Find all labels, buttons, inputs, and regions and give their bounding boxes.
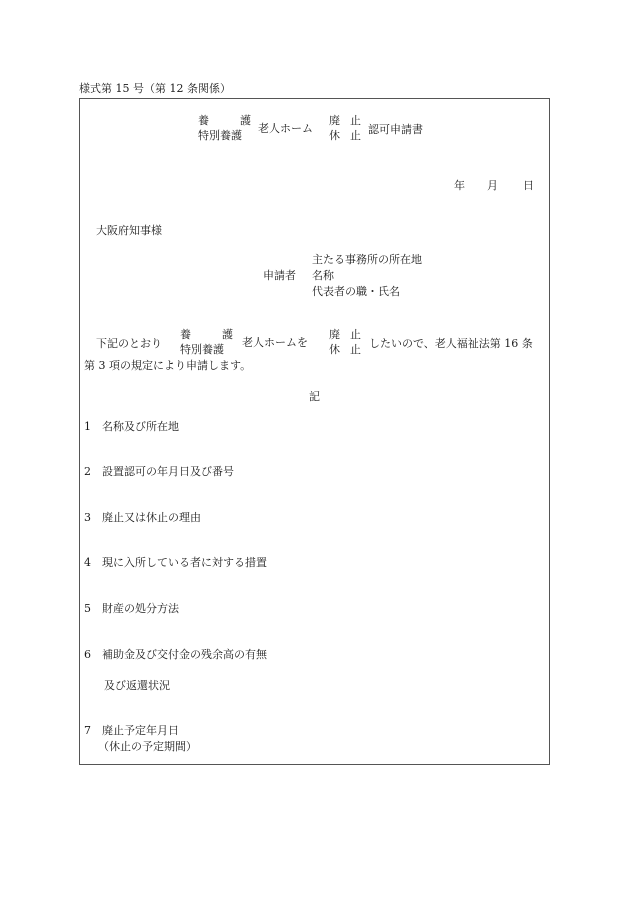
list-item [84, 646, 267, 662]
body-line2: 第 3 項の規定により申請します。 [84, 359, 252, 372]
item-continuation: （休止の予定期間） [98, 740, 197, 753]
list-item [84, 418, 179, 434]
item-text: 現に入所している者に対する措置 [102, 556, 267, 569]
date-month: 月 [487, 179, 498, 192]
list-item [84, 722, 179, 738]
body-facility: 老人ホームを [242, 336, 308, 349]
item-number: 7 [84, 724, 91, 737]
item-number: 3 [84, 511, 91, 524]
title-facility: 老人ホーム [258, 122, 313, 135]
body-continuation: したいので、老人福祉法第 16 条 [369, 337, 533, 350]
date-day: 日 [523, 179, 534, 192]
item-number: 2 [84, 465, 91, 478]
body-option-group-b [329, 327, 371, 357]
list-item [84, 509, 201, 525]
body-option-haishi: 廃止 [329, 328, 371, 341]
item-text: 廃止又は休止の理由 [102, 511, 201, 524]
addressee: 大阪府知事様 [96, 224, 162, 237]
item-number: 5 [84, 602, 91, 615]
applicant-field-representative: 代表者の職・氏名 [312, 285, 400, 298]
title-option-group-a [198, 113, 261, 143]
title-option-kyushi: 休止 [329, 129, 371, 142]
title-option-yogo: 養 護 [198, 114, 261, 127]
date-year: 年 [454, 179, 465, 192]
item-continuation: 及び返還状況 [104, 679, 170, 692]
item-text: 廃止予定年月日 [102, 724, 179, 737]
form-number: 様式第 15 号（第 12 条関係） [79, 82, 231, 95]
body-intro: 下記のとおり [96, 337, 162, 350]
title-option-haishi: 廃止 [329, 114, 371, 127]
body-option-group-a [180, 327, 243, 357]
item-text: 名称及び所在地 [102, 420, 179, 433]
item-number: 4 [84, 556, 91, 569]
title-option-tokubetsu-yogo: 特別養護 [198, 129, 242, 142]
title-option-group-b [329, 113, 371, 143]
body-option-tokubetsu-yogo: 特別養護 [180, 343, 224, 356]
title-suffix: 認可申請書 [368, 123, 423, 136]
body-option-yogo: 養 護 [180, 328, 243, 341]
item-text: 補助金及び交付金の残余高の有無 [102, 648, 267, 661]
applicant-field-name: 名称 [312, 269, 334, 282]
applicant-field-address: 主たる事務所の所在地 [312, 253, 422, 266]
applicant-label: 申請者 [263, 269, 296, 282]
item-number: 1 [84, 420, 91, 433]
body-option-kyushi: 休止 [329, 343, 371, 356]
item-text: 財産の処分方法 [102, 602, 179, 615]
list-item [84, 463, 234, 479]
list-item [84, 600, 179, 616]
item-text: 設置認可の年月日及び番号 [102, 465, 234, 478]
ki-heading: 記 [309, 390, 320, 403]
item-number: 6 [84, 648, 91, 661]
list-item [84, 554, 267, 570]
